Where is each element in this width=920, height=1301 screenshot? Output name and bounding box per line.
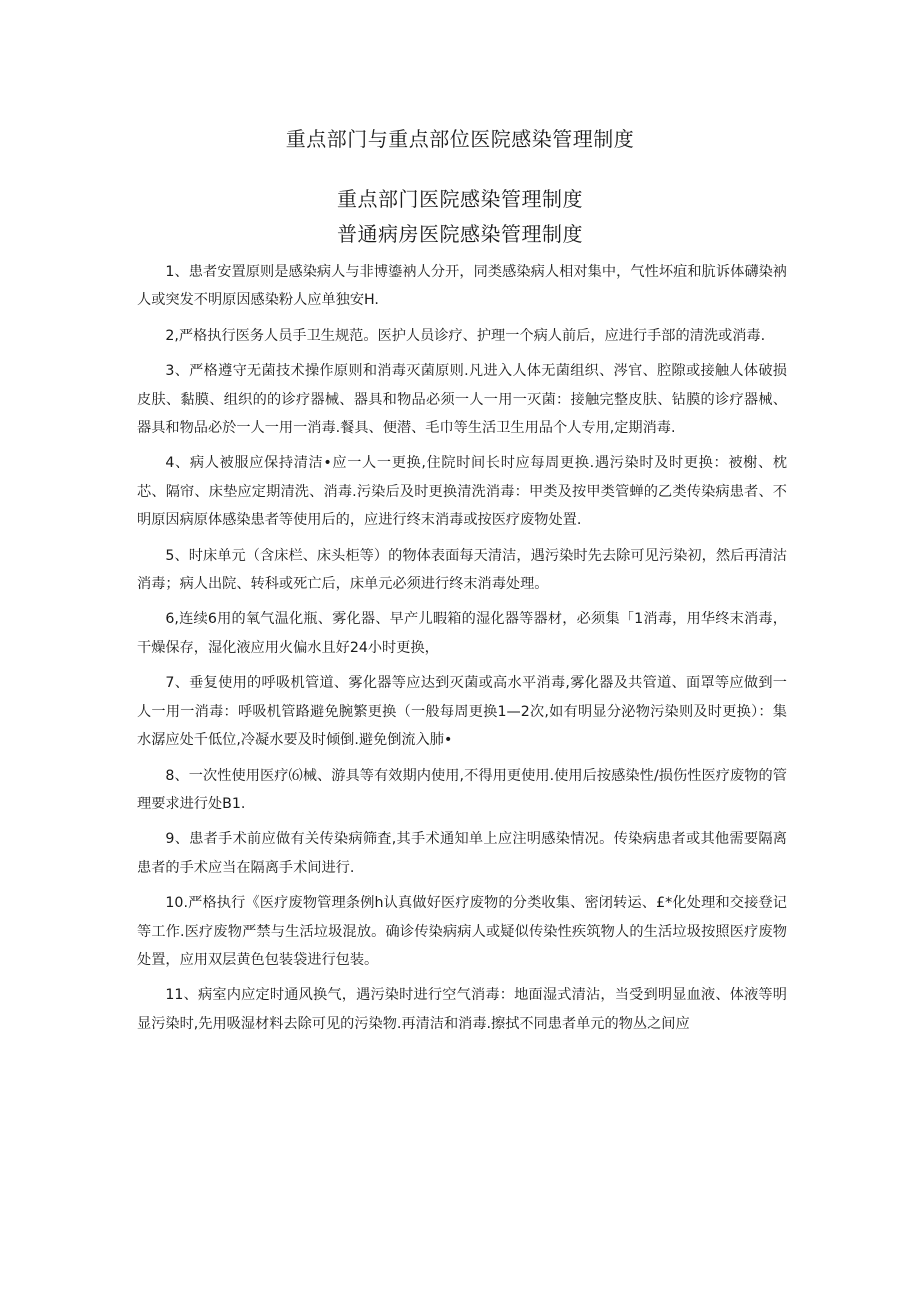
paragraph-4: 4、病人被服应保持清洁•应一人一更换,住院时间长时应每周更换.遇污染时及时更换：被榭、枕芯、隔帘、床垫应定期清洗、消毒.污染后及时更换清洗消毒：甲类及按甲类管蝉的乙类传染病患者、不明原因病原体感染患者等使用后的，应进行终末消毒或按医疗废物处置. — [137, 455, 787, 529]
paragraph-10: 10.严格执行《医疗废物管理条例h认真做好医疗废物的分类收集、密闭转运、£*化处理和交接登记等工作.医疗废物严禁与生活垃圾混放。确诊传染病病人或疑似传染性疾筑物人的生活垃圾按照医疗废物处置，应用双层黄色包装袋进行包装。 — [137, 895, 787, 968]
document-body — [137, 258, 787, 1045]
document-main-title: 重点部门与重点部位医院感染管理制度 — [285, 127, 635, 151]
paragraph-5: 5、时床单元（含床栏、床头柜等）的物体表面每天清洁，遇污染时先去除可见污染初，然后再清沽消毒；病人出院、转科或死亡后，床单元必须进行终末消毒处理。 — [137, 547, 787, 593]
subsection-title: 普通病房医院感染管理制度 — [337, 222, 583, 246]
section-title: 重点部门医院感染管理制度 — [337, 187, 583, 211]
paragraph-9: 9、患者手术前应做有关传染病筛査,其手术通知单上应注明感染情况。传染病患者或其他需要隔离患者的手术应当在隔离手术间进行. — [137, 831, 787, 876]
paragraph-3: 3、严格遵守无菌技术操作原则和消毒灭菌原则.凡进入人体无菌组织、涔官、腔隙或接触人体破损皮肤、黏膜、组织的的诊疗器械、器具和物品必须一人一用一灭菌：接触完整皮肤、钻膜的诊疗器械、器具和物品必於一人一用一消毒.餐具、便潜、毛巾等生活卫生用品个人专用,定期消毒. — [137, 363, 787, 437]
paragraph-8: 8、一次性使用医疗⑹械、游具等有效期内使用,不得用更使用.使用后按感染性/损伤性医疗废物的管理要求进行处B1. — [137, 767, 787, 812]
paragraph-1: 1、患者安置原则是感染病人与非博鎏衲人分开，同类感染病人相对集中，气性坏疽和肮诉体礴染衲人或突发不明原因感染粉人应单独安H. — [137, 264, 787, 309]
paragraph-6: 6,连续6用的氧气温化瓶、雾化器、早产儿暇箱的湿化器等器材，必须集「1消毒，用华终末消毒，干燥保存，湿化液应用火偏水且好24小时更换， — [137, 611, 787, 656]
paragraph-7: 7、垂复使用的呼吸机管道、雾化器等应达到灭菌或高水平消毒,雾化器及共管道、面罩等应做到一人一用一消毒：呼吸机管路避免腕繁更换（一般每周更换1—2次,如有明显分泌物污染则及时更换）：集水潺应处千低位,冷凝水要及时倾倒.避免倒流入肺• — [137, 675, 787, 749]
paragraph-11: 11、病室内应定时通风换气，遇污染时进行空气消毒：地面湿式清沾，当受到明显血液、体液等明显污染时,先用吸湿材料去除可见的污染物.再清洁和消毒.擦拭不同患者单元的物丛之间应 — [137, 987, 787, 1032]
paragraph-2: 2,严格执行医务人员手卫生规范。医护人员诊疗、护理一个病人前后，应进行手部的清洗或消毒. — [165, 327, 766, 344]
